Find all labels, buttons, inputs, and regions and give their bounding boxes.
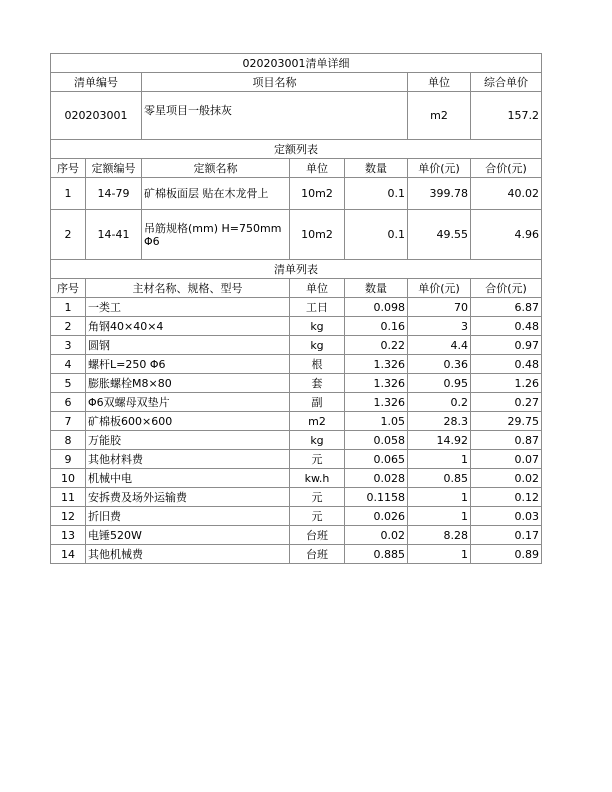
quota-seq: 1 (51, 178, 86, 210)
material-row (51, 507, 542, 526)
bill-price-header: 综合单价 (471, 73, 542, 92)
material-price: 0.85 (408, 469, 471, 488)
quota-code: 14-79 (86, 178, 142, 210)
material-row (51, 317, 542, 336)
material-seq: 8 (51, 431, 86, 450)
material-seq: 11 (51, 488, 86, 507)
material-qty: 0.058 (345, 431, 408, 450)
material-unit: 元 (290, 450, 345, 469)
quota-price: 399.78 (408, 178, 471, 210)
quota-seq: 2 (51, 210, 86, 260)
material-name: 圆钢 (86, 336, 290, 355)
material-price: 3 (408, 317, 471, 336)
material-price: 1 (408, 507, 471, 526)
material-seq: 14 (51, 545, 86, 564)
material-qty: 0.098 (345, 298, 408, 317)
bill-unit: m2 (408, 92, 471, 140)
material-seq: 12 (51, 507, 86, 526)
material-total: 6.87 (471, 298, 542, 317)
quota-qty: 0.1 (345, 178, 408, 210)
material-unit: kg (290, 431, 345, 450)
quota-qty-header: 数量 (345, 159, 408, 178)
material-total: 0.17 (471, 526, 542, 545)
material-unit: 工日 (290, 298, 345, 317)
bill-price: 157.2 (471, 92, 542, 140)
material-total: 0.03 (471, 507, 542, 526)
quota-name: 矿棉板面层 贴在木龙骨上 (142, 178, 290, 210)
material-qty: 1.326 (345, 374, 408, 393)
material-price: 1 (408, 545, 471, 564)
material-total-header: 合价(元) (471, 279, 542, 298)
material-total: 29.75 (471, 412, 542, 431)
material-price: 4.4 (408, 336, 471, 355)
quota-row (51, 210, 542, 260)
quota-unit-header: 单位 (290, 159, 345, 178)
material-qty-header: 数量 (345, 279, 408, 298)
material-row (51, 355, 542, 374)
material-unit: kw.h (290, 469, 345, 488)
material-seq: 2 (51, 317, 86, 336)
material-total: 0.97 (471, 336, 542, 355)
material-name: 机械中电 (86, 469, 290, 488)
material-price: 0.2 (408, 393, 471, 412)
material-price-header: 单价(元) (408, 279, 471, 298)
material-seq: 10 (51, 469, 86, 488)
bill-code: 020203001 (51, 92, 142, 140)
material-row (51, 450, 542, 469)
material-qty: 0.02 (345, 526, 408, 545)
material-price: 28.3 (408, 412, 471, 431)
material-unit: 台班 (290, 526, 345, 545)
material-price: 0.36 (408, 355, 471, 374)
quota-code-header: 定额编号 (86, 159, 142, 178)
material-row (51, 336, 542, 355)
material-qty: 0.028 (345, 469, 408, 488)
quota-row (51, 178, 542, 210)
quota-seq-header: 序号 (51, 159, 86, 178)
material-name: 螺杆L=250 Φ6 (86, 355, 290, 374)
quota-qty: 0.1 (345, 210, 408, 260)
bill-code-header: 清单编号 (51, 73, 142, 92)
material-unit: kg (290, 317, 345, 336)
material-qty: 0.22 (345, 336, 408, 355)
material-total: 0.48 (471, 317, 542, 336)
material-qty: 0.065 (345, 450, 408, 469)
material-row (51, 393, 542, 412)
material-seq-header: 序号 (51, 279, 86, 298)
material-price: 14.92 (408, 431, 471, 450)
material-seq: 5 (51, 374, 86, 393)
material-seq: 3 (51, 336, 86, 355)
material-total: 0.48 (471, 355, 542, 374)
quota-name-header: 定额名称 (142, 159, 290, 178)
material-name: 其他机械费 (86, 545, 290, 564)
material-row (51, 298, 542, 317)
material-price: 8.28 (408, 526, 471, 545)
material-section-title: 清单列表 (51, 260, 542, 279)
quota-unit: 10m2 (290, 178, 345, 210)
material-name: 角钢40×40×4 (86, 317, 290, 336)
material-name: 矿棉板600×600 (86, 412, 290, 431)
quota-name: 吊筋规格(mm) H=750mm Φ6 (142, 210, 290, 260)
material-total: 0.27 (471, 393, 542, 412)
material-seq: 4 (51, 355, 86, 374)
material-unit: m2 (290, 412, 345, 431)
quota-total: 4.96 (471, 210, 542, 260)
material-qty: 1.05 (345, 412, 408, 431)
material-total: 0.89 (471, 545, 542, 564)
bill-detail-table (50, 53, 542, 564)
material-total: 0.87 (471, 431, 542, 450)
quota-price-header: 单价(元) (408, 159, 471, 178)
quota-total: 40.02 (471, 178, 542, 210)
material-name: 电锤520W (86, 526, 290, 545)
material-qty: 0.885 (345, 545, 408, 564)
material-name: Φ6双螺母双垫片 (86, 393, 290, 412)
material-row (51, 431, 542, 450)
material-row (51, 469, 542, 488)
material-unit: 元 (290, 488, 345, 507)
material-qty: 0.026 (345, 507, 408, 526)
material-seq: 1 (51, 298, 86, 317)
quota-price: 49.55 (408, 210, 471, 260)
material-name: 一类工 (86, 298, 290, 317)
material-name: 万能胶 (86, 431, 290, 450)
material-price: 1 (408, 450, 471, 469)
quota-code: 14-41 (86, 210, 142, 260)
quota-section-title: 定额列表 (51, 140, 542, 159)
material-unit: 台班 (290, 545, 345, 564)
material-row (51, 412, 542, 431)
material-total: 0.02 (471, 469, 542, 488)
material-row (51, 374, 542, 393)
material-seq: 13 (51, 526, 86, 545)
material-unit-header: 单位 (290, 279, 345, 298)
material-qty: 1.326 (345, 355, 408, 374)
material-row (51, 488, 542, 507)
material-total: 0.07 (471, 450, 542, 469)
table-title: 020203001清单详细 (51, 54, 542, 73)
quota-total-header: 合价(元) (471, 159, 542, 178)
material-unit: 套 (290, 374, 345, 393)
material-total: 0.12 (471, 488, 542, 507)
material-name: 折旧费 (86, 507, 290, 526)
material-row (51, 526, 542, 545)
bill-name: 零星项目一般抹灰 (142, 92, 408, 140)
material-qty: 1.326 (345, 393, 408, 412)
material-unit: 元 (290, 507, 345, 526)
material-unit: 根 (290, 355, 345, 374)
quota-unit: 10m2 (290, 210, 345, 260)
material-unit: 副 (290, 393, 345, 412)
material-unit: kg (290, 336, 345, 355)
material-seq: 7 (51, 412, 86, 431)
material-seq: 9 (51, 450, 86, 469)
material-qty: 0.1158 (345, 488, 408, 507)
material-price: 1 (408, 488, 471, 507)
material-price: 70 (408, 298, 471, 317)
bill-unit-header: 单位 (408, 73, 471, 92)
material-qty: 0.16 (345, 317, 408, 336)
material-total: 1.26 (471, 374, 542, 393)
material-row (51, 545, 542, 564)
material-seq: 6 (51, 393, 86, 412)
material-name-header: 主材名称、规格、型号 (86, 279, 290, 298)
material-name: 膨胀螺栓M8×80 (86, 374, 290, 393)
material-name: 其他材料费 (86, 450, 290, 469)
material-name: 安拆费及场外运输费 (86, 488, 290, 507)
bill-name-header: 项目名称 (142, 73, 408, 92)
material-price: 0.95 (408, 374, 471, 393)
